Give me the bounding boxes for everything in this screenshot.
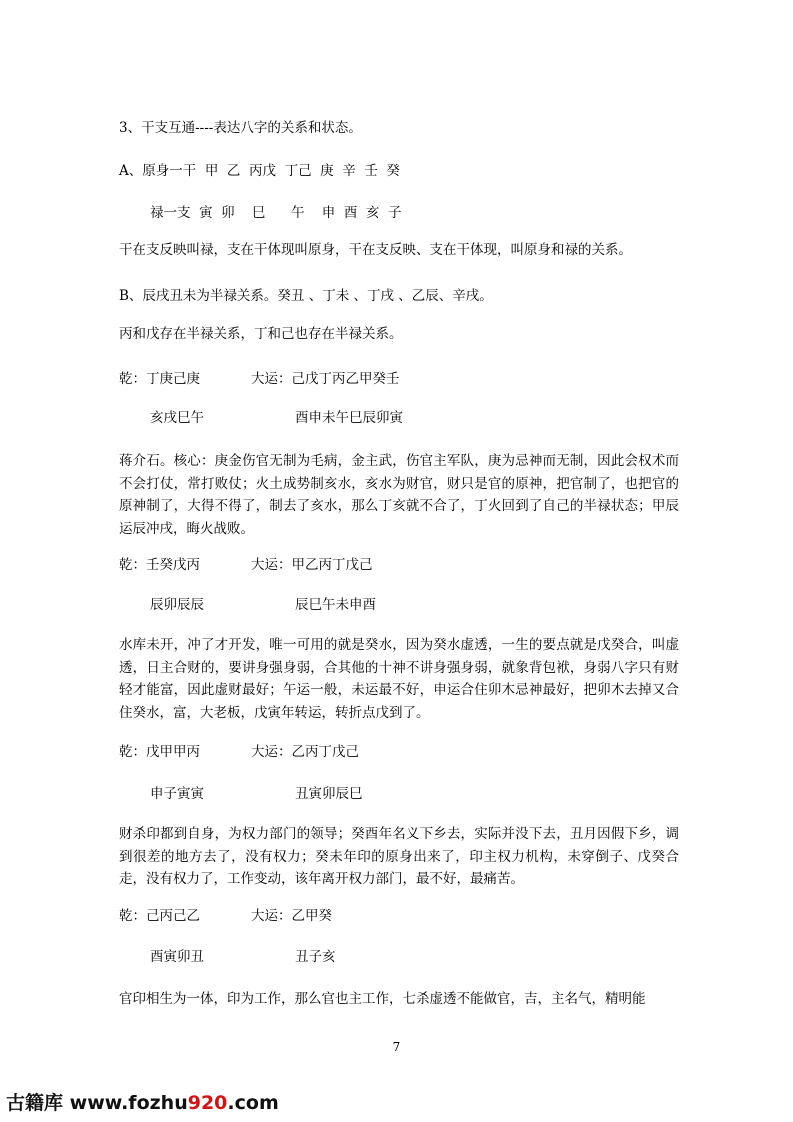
case4-dayun: 大运：乙甲癸 [251,908,332,924]
paragraph-half-lu-note: 丙和戊存在半禄关系，丁和己也存在半禄关系。 [119,326,403,342]
watermark-digits: 920 [187,1092,228,1114]
case2-stems: 乾：壬癸戊丙 [119,557,200,573]
case4-dayun-branches: 丑子亥 [295,949,336,965]
case2-dayun: 大运：甲乙丙丁戊己 [251,557,373,573]
watermark-prefix: www.fozhu [69,1092,188,1114]
case1-commentary: 蒋介石。核心：庚金伤官无制为毛病，金主武，伤官主军队，庚为忌神而无制，因此会权术而不会打仗，常打败仗；火土成势制亥水，亥水为财官，财只是官的原神，把官制了，也把官的原神制了，大得不得了，制去了亥水，那么丁亥就不合了，丁火回到了自己的半禄状态；甲辰运辰冲戌，晦火战败。 [119,453,679,537]
yuanshen-row: A、原身一干 甲 乙 丙戊 丁己 庚 辛 壬 癸 [119,163,400,179]
case3-stems: 乾：戊甲甲丙 [119,744,200,760]
case4-branches: 酉寅卯丑 [150,949,204,965]
case4-stems: 乾：己丙己乙 [119,908,200,924]
case3-branches: 申子寅寅 [150,786,204,802]
page-number: 7 [392,1040,401,1054]
case3-commentary: 财杀印都到自身，为权力部门的领导；癸酉年名义下乡去，实际并没下去，丑月因假下乡，调到很差的地方去了，没有权力；癸未年印的原身出来了，印主权力机构，未穿倒子、戊癸合走，没有权力了，工作变动，该年离开权力部门，最不好，最痛苦。 [119,826,679,887]
case4-commentary: 官印相生为一体，印为工作，那么官也主工作，七杀虚透不能做官，吉，主名气，精明能 [119,991,646,1007]
paragraph-lu-relation: 干在支反映叫禄，支在干体现叫原身，干在支反映、支在干体现，叫原身和禄的关系。 [119,242,632,258]
case1-dayun: 大运：己戊丁丙乙甲癸壬 [251,371,400,387]
case2-commentary: 水库未开，冲了才开发，唯一可用的就是癸水，因为癸水虚透，一生的要点就是戊癸合，叫虚透，日主合财的，要讲身强身弱，合其他的十神不讲身强身弱，就象背包袱，身弱八字只有财轻才能富，因此虚财最好；午运一般，未运最不好，申运合住卯木忌神最好，把卯木去掉又合住癸水，富，大老板，戊寅年转运，转折点戊到了。 [119,637,679,721]
watermark-suffix: .com [227,1092,279,1114]
lu-row: 禄一支 寅 卯 巳 午 申 酉 亥 子 [150,205,402,221]
case2-branches: 辰卯辰辰 [150,597,204,613]
site-watermark [6,1088,279,1115]
case3-dayun: 大运：乙丙丁戊己 [251,744,359,760]
case1-branches: 亥戌巳午 [150,410,204,426]
case2-dayun-branches: 辰巳午未申酉 [295,597,376,613]
case1-stems: 乾：丁庚己庚 [119,371,200,387]
watermark-brand: 古籍库 [6,1092,64,1114]
section-heading: 3、干支互通----表达八字的关系和状态。 [119,120,362,136]
paragraph-half-lu: B、辰戌丑未为半禄关系。癸丑 、丁未 、丁戌 、乙辰、辛戌。 [119,288,493,304]
case1-dayun-branches: 酉申未午巳辰卯寅 [295,410,403,426]
case3-dayun-branches: 丑寅卯辰巳 [295,786,363,802]
